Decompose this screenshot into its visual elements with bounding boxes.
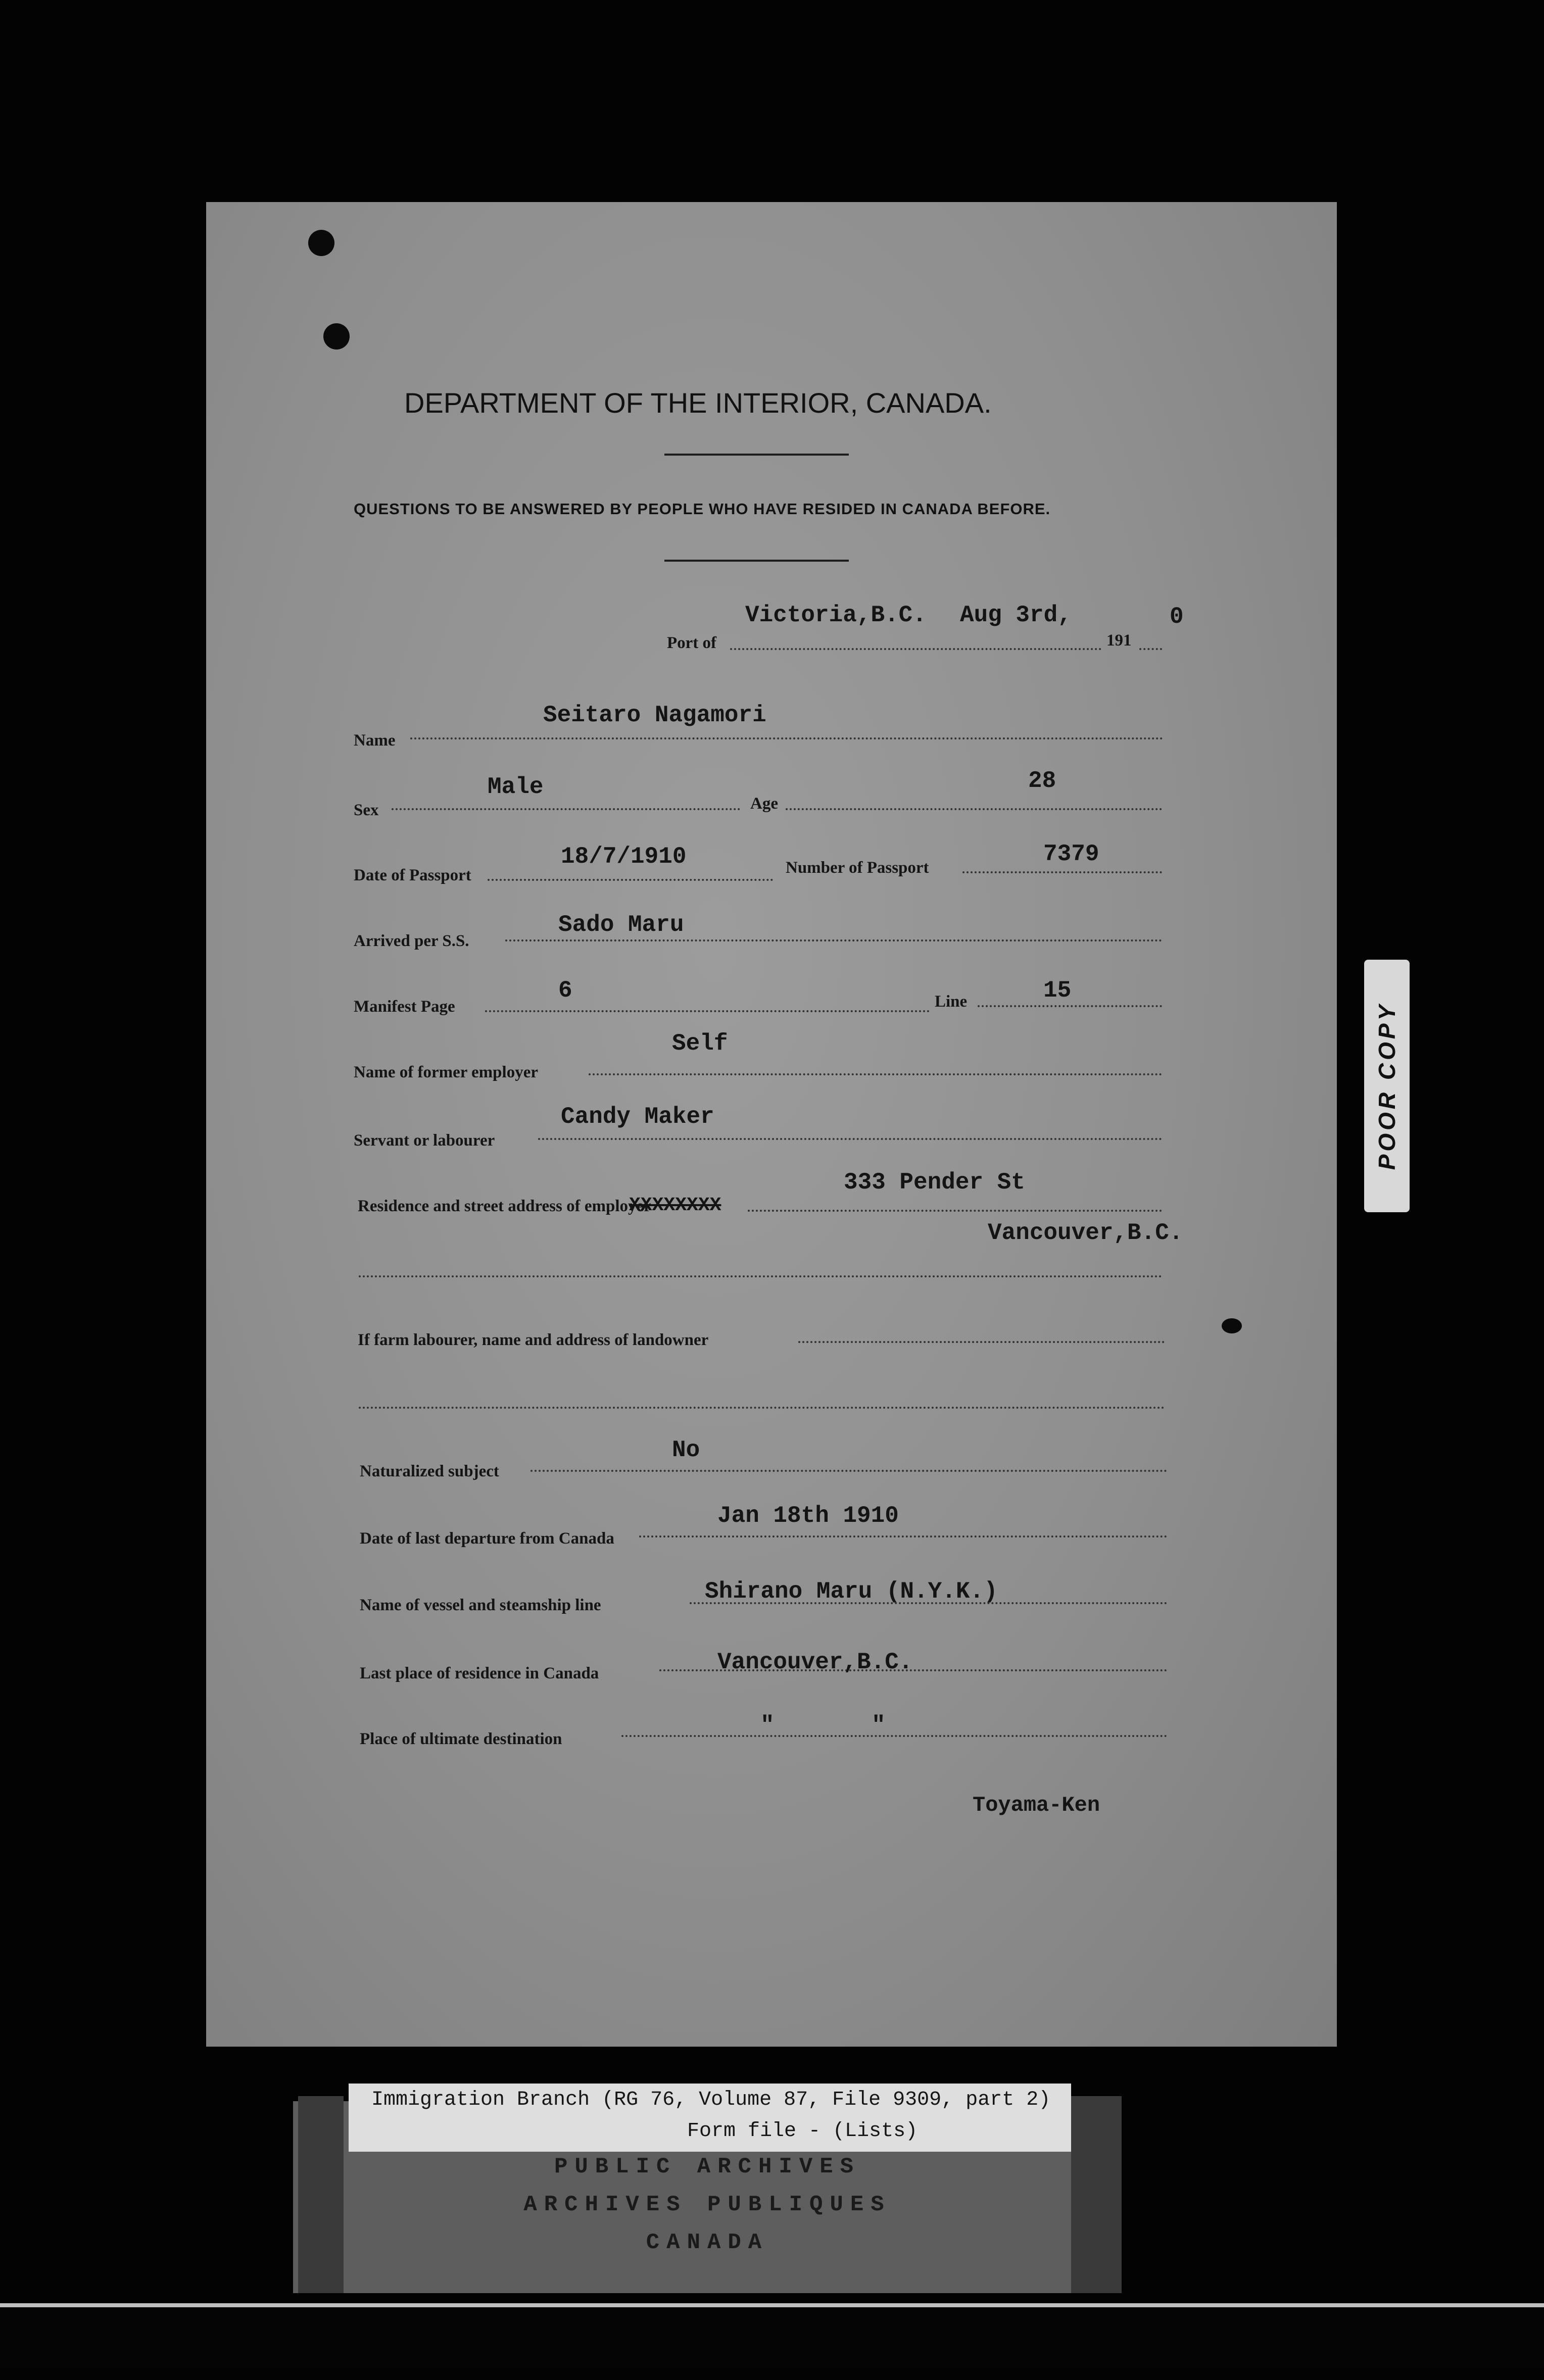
residence-strike: XXXXXXXX (629, 1195, 721, 1216)
name-label: Name (354, 731, 396, 750)
sex-label: Sex (354, 801, 379, 819)
residence-line2-value: Vancouver,B.C. (988, 1220, 1183, 1246)
stamp-edge (1071, 2096, 1122, 2293)
servant-or-labourer-label: Servant or labourer (354, 1131, 495, 1150)
manifest-page-value: 6 (558, 977, 572, 1004)
naturalized-label: Naturalized subject (360, 1462, 499, 1480)
divider (664, 560, 849, 562)
line-label: Line (935, 993, 968, 1011)
port-line (730, 648, 1101, 650)
sex-value: Male (488, 774, 544, 800)
farm-labourer-extra-line (359, 1407, 1165, 1409)
punch-hole (323, 323, 350, 350)
former-employer-line (589, 1073, 1162, 1075)
residence-extra-line (359, 1275, 1162, 1277)
arrived-per-value: Sado Maru (558, 912, 684, 938)
manifest-page-label: Manifest Page (354, 998, 455, 1016)
ink-spot (1222, 1318, 1242, 1333)
vessel-label: Name of vessel and steamship line (360, 1596, 601, 1614)
stamp-line-2: ARCHIVES PUBLIQUES (523, 2192, 891, 2217)
date-last-departure-line (639, 1535, 1167, 1538)
name-value: Seitaro Nagamori (543, 702, 766, 728)
name-line (410, 737, 1163, 739)
year-prefix: 191 (1106, 631, 1132, 650)
residence-line (748, 1210, 1162, 1212)
form-paper (206, 202, 1337, 2047)
arrived-per-label: Arrived per S.S. (354, 932, 469, 950)
form-subtitle: QUESTIONS TO BE ANSWERED BY PEOPLE WHO HAVE RESIDED IN CANADA BEFORE. (354, 500, 1051, 518)
stamp-edge (298, 2096, 344, 2293)
page-title: DEPARTMENT OF THE INTERIOR, CANADA. (404, 387, 992, 419)
age-value: 28 (1028, 768, 1056, 794)
former-employer-value: Self (672, 1030, 728, 1057)
port-value: Victoria,B.C. (745, 602, 927, 628)
ultimate-destination-ditto-1: " (760, 1712, 775, 1739)
port-label: Port of (667, 634, 717, 652)
year-line (1139, 648, 1162, 650)
date-of-passport-line (488, 879, 773, 881)
stamp-line-1: PUBLIC ARCHIVES (554, 2154, 861, 2179)
poor-copy-label: POOR COPY (1374, 1002, 1400, 1170)
ultimate-destination-ditto-2: " (872, 1712, 886, 1739)
origin-value: Toyama-Ken (973, 1793, 1100, 1817)
date-of-passport-value: 18/7/1910 (561, 844, 687, 870)
servant-or-labourer-value: Candy Maker (561, 1104, 714, 1130)
reference-line-2: Form file - (Lists) (687, 2120, 918, 2143)
ultimate-destination-label: Place of ultimate destination (360, 1730, 562, 1748)
archive-reference-label (349, 2084, 1071, 2152)
naturalized-line (530, 1470, 1167, 1472)
line-value: 15 (1043, 977, 1072, 1004)
date-last-departure-value: Jan 18th 1910 (717, 1503, 899, 1529)
naturalized-value: No (672, 1437, 700, 1463)
vessel-value: Shirano Maru (N.Y.K.) (705, 1578, 998, 1605)
date-of-passport-label: Date of Passport (354, 866, 471, 884)
last-residence-value: Vancouver,B.C. (717, 1649, 913, 1675)
residence-label: Residence and street address of employer (358, 1197, 651, 1215)
former-employer-label: Name of former employer (354, 1063, 538, 1081)
poor-copy-tab (1364, 960, 1410, 1212)
number-of-passport-label: Number of Passport (786, 859, 929, 877)
last-residence-label: Last place of residence in Canada (360, 1664, 599, 1682)
film-edge (0, 2303, 1544, 2368)
age-label: Age (750, 795, 778, 813)
stamp-line-3: CANADA (646, 2230, 769, 2255)
farm-labourer-line (798, 1341, 1165, 1343)
year-suffix: 0 (1170, 604, 1184, 630)
date-value: Aug 3rd, (960, 602, 1072, 628)
divider (664, 454, 849, 456)
ultimate-destination-line (621, 1735, 1167, 1737)
sex-line (392, 808, 740, 810)
punch-hole (308, 230, 334, 256)
farm-labourer-label: If farm labourer, name and address of landowner (358, 1331, 709, 1349)
age-line (786, 808, 1162, 810)
manifest-page-line (485, 1010, 930, 1012)
reference-line-1: Immigration Branch (RG 76, Volume 87, File 9309, part 2) (371, 2089, 1051, 2111)
residence-line1-value: 333 Pender St (844, 1169, 1025, 1196)
number-of-passport-line (962, 871, 1162, 873)
date-last-departure-label: Date of last departure from Canada (360, 1529, 614, 1548)
servant-or-labourer-line (538, 1138, 1162, 1140)
line-line (978, 1005, 1162, 1007)
arrived-per-line (505, 939, 1162, 941)
number-of-passport-value: 7379 (1043, 841, 1099, 867)
